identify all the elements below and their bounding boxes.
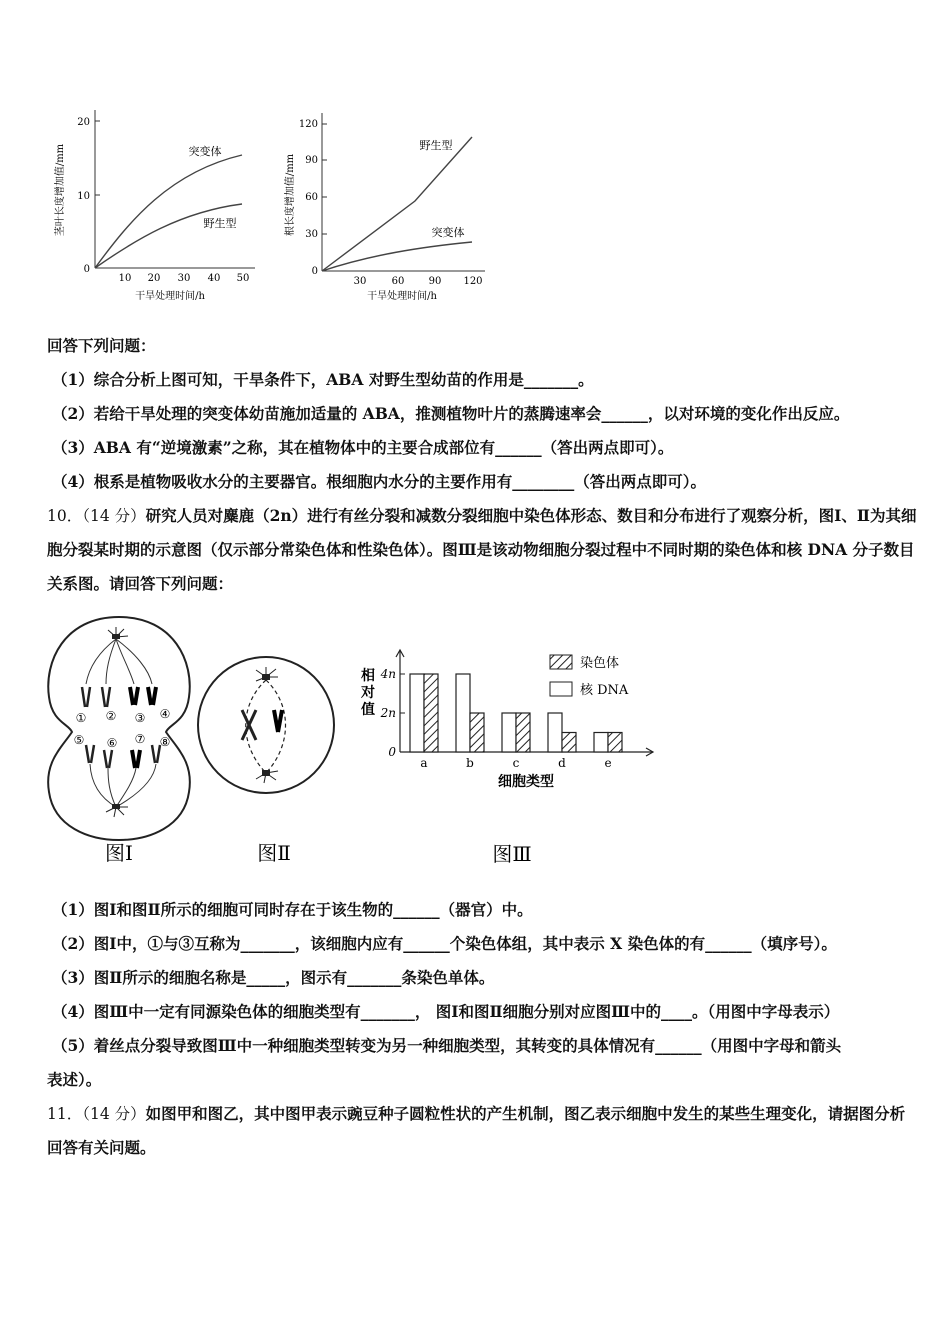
- q9-item: （3）ABA 有“逆境激素”之称，其在植物体中的主要合成部位有______（答出两点即可）。: [52, 438, 674, 457]
- label-8: ⑧: [159, 735, 171, 749]
- q11-stem: [47, 1097, 917, 1165]
- graph2-ytick: 120: [298, 119, 318, 130]
- top-chromosomes: [82, 687, 156, 707]
- label-3: ③: [134, 711, 146, 725]
- y-tick-label: 0: [388, 745, 396, 759]
- legend-label-dna: 核 DNA: [580, 683, 629, 698]
- graph2-ytick: 60: [305, 192, 318, 203]
- graph1-xtick: 10: [118, 273, 132, 284]
- bar-dna-e: [594, 733, 608, 753]
- graph2-ytick: 0: [311, 266, 318, 277]
- figure-3-label: 图Ⅲ: [492, 842, 532, 866]
- graph1-mutant-curve: [95, 155, 242, 268]
- graph1-xtick: 50: [236, 273, 250, 284]
- q10-item: （1）图Ⅰ和图Ⅱ所示的细胞可同时存在于该生物的______（器官）中。: [52, 900, 533, 919]
- graph1-xtick: 30: [177, 273, 191, 284]
- label-5: ⑤: [73, 733, 85, 747]
- label-4: ④: [159, 707, 171, 721]
- y-tick-label: 2n: [380, 706, 396, 720]
- bar-chromosome-d: [562, 733, 576, 753]
- legend-label-chromosome: 染色体: [580, 656, 620, 671]
- y-tick-label: 4n: [380, 667, 396, 681]
- x-tick-label: a: [420, 756, 428, 770]
- x-tick-label: d: [558, 756, 566, 770]
- label-6: ⑥: [106, 736, 118, 750]
- q11-text: 如图甲和图乙，其中图甲表示豌豆种子圆粒性状的产生机制，图乙表示细胞中发生的某些生理变化，请据图分析回答有关问题。: [47, 1104, 906, 1157]
- q9-item: （1）综合分析上图可知，干旱条件下，ABA 对野生型幼苗的作用是_______。: [52, 370, 594, 389]
- x-tick-label: b: [466, 756, 474, 770]
- q10-item: （3）图Ⅱ所示的细胞名称是_____，图示有_______条染色单体。: [52, 968, 495, 987]
- bar-chromosome-c: [516, 713, 530, 752]
- top-spindle: [86, 639, 152, 684]
- graph-stem-leaf-growth: [50, 100, 265, 305]
- graph2-ylabel: 根长度增加值/mm: [285, 153, 296, 237]
- bar-dna-c: [502, 713, 516, 752]
- bar-chromosome-a: [424, 674, 438, 752]
- x-tick-label: e: [604, 756, 612, 770]
- figure-2-cell: [194, 615, 344, 870]
- q10-item: （5）着丝点分裂导致图Ⅲ中一种细胞类型转变为另一种细胞类型，其转变的具体情况有______（用图中字母和箭头: [52, 1036, 842, 1055]
- y-axis-label-char: 对: [361, 685, 375, 701]
- q11-number: 11．（14 分）: [47, 1105, 146, 1123]
- bar-dna-b: [456, 674, 470, 752]
- graph2-wild-label: 野生型: [419, 139, 453, 152]
- bar-dna-d: [548, 713, 562, 752]
- q9-item: （4）根系是植物吸收水分的主要器官。根细胞内水分的主要作用有________（答出两点即可）。: [52, 472, 707, 491]
- graph1-ytick: 10: [77, 191, 90, 202]
- figure-2-label: 图Ⅱ: [257, 841, 291, 865]
- graph1-ytick: 20: [77, 117, 90, 128]
- figure-1-cell: [44, 612, 194, 867]
- x-axis-label: 细胞类型: [498, 774, 554, 790]
- graph1-ylabel: 茎叶长度增加值/mm: [55, 143, 66, 237]
- label-7: ⑦: [134, 732, 146, 746]
- figure-3-chart: [348, 640, 668, 870]
- bottom-spindle: [90, 764, 156, 807]
- graph2-xlabel: 干旱处理时间/h: [367, 291, 437, 302]
- graph1-xlabel: 干旱处理时间/h: [135, 291, 205, 302]
- figure-1-label: 图Ⅰ: [105, 841, 133, 865]
- bar-chromosome-b: [470, 713, 484, 752]
- label-1: ①: [75, 711, 87, 725]
- q10-item: 表述）。: [47, 1070, 102, 1089]
- graph2-xtick: 120: [463, 276, 483, 287]
- q10-item: （2）图Ⅰ中，①与③互称为_______，该细胞内应有______个染色体组，其中表示 X 染色体的有______（填序号）。: [52, 934, 837, 953]
- y-axis-label-char: 相: [361, 668, 375, 684]
- legend-swatch-chromosome: [550, 655, 572, 669]
- graph2-xtick: 60: [391, 276, 405, 287]
- q10-text: 研究人员对麋鹿（2n）进行有丝分裂和减数分裂细胞中染色体形态、数目和分布进行了观察分析，图Ⅰ、Ⅱ为其细胞分裂某时期的示意图（仅示部分常染色体和性染色体）。图Ⅲ是该动物细胞分裂过程中不同时期的染色体和核 DNA 分子数目关系图。请回答下列问题：: [47, 506, 917, 593]
- x-tick-label: c: [512, 756, 520, 770]
- bottom-chromosomes: [86, 745, 160, 768]
- q10-item: （4）图Ⅲ中一定有同源染色体的细胞类型有_______， 图Ⅰ和图Ⅱ细胞分别对应图Ⅲ中的____。（用图中字母表示）: [52, 1002, 840, 1021]
- graph1-wild-curve: [95, 204, 242, 268]
- q10-number: 10．（14 分）: [47, 507, 146, 525]
- bar-chromosome-e: [608, 733, 622, 753]
- bar-dna-a: [410, 674, 424, 752]
- graph2-ytick: 90: [305, 155, 318, 166]
- label-2: ②: [105, 709, 117, 723]
- legend-swatch-dna: [550, 682, 572, 696]
- graph1-ytick: 0: [83, 264, 90, 275]
- graph2-ytick: 30: [305, 229, 318, 240]
- q9-intro: 回答下列问题：: [47, 336, 156, 355]
- q10-stem: [47, 499, 917, 601]
- graph2-wild-line: [322, 137, 472, 271]
- y-axis-label-char: 值: [361, 702, 375, 718]
- graph2-mutant-label: 突变体: [431, 226, 465, 239]
- chromosomes: [242, 710, 282, 740]
- graph1-mutant-label: 突变体: [188, 145, 222, 158]
- graph1-xtick: 40: [207, 273, 221, 284]
- graph2-mutant-curve: [322, 242, 472, 271]
- graph1-xtick: 20: [147, 273, 161, 284]
- graph1-wild-label: 野生型: [203, 217, 237, 230]
- q9-item: （2）若给干旱处理的突变体幼苗施加适量的 ABA，推测植物叶片的蒸腾速率会______，以对环境的变化作出反应。: [52, 404, 850, 423]
- graph2-xtick: 30: [353, 276, 367, 287]
- graph2-xtick: 90: [428, 276, 442, 287]
- graph-root-growth: [280, 105, 495, 305]
